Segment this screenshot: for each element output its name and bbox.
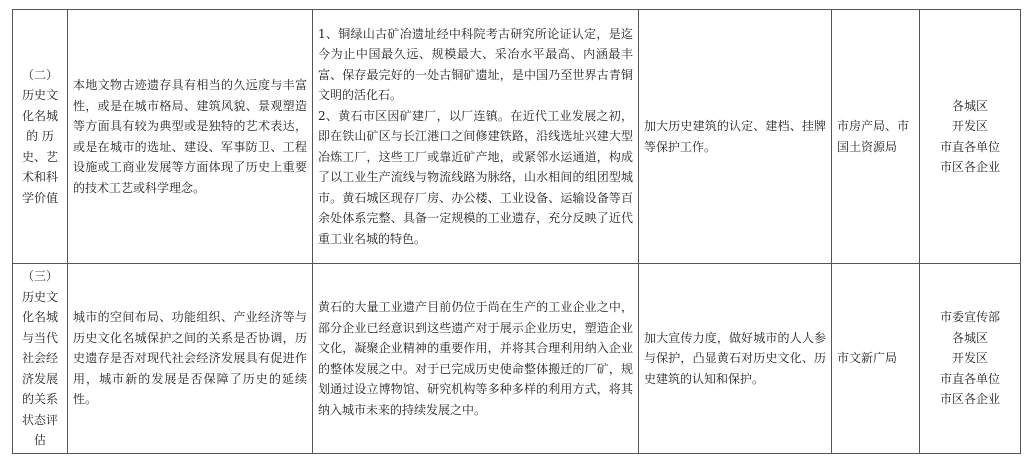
category-cell: （三） 历史文 化名城 与当代 社会经 济发展 的关系 状态评 估 [13, 264, 68, 454]
measure-cell: 加大历史建筑的认定、建档、挂牌等保护工作。 [639, 10, 832, 264]
lead-department-cell: 市房产局、市国土资源局 [832, 10, 920, 264]
criterion-cell: 本地文物古迹遗存具有相当的久远度与丰富性，或是在城市格局、建筑风貌、景观塑造等方面具有较为典型或是独特的艺术表达，或是在城市的选址、建设、军事防卫、工程设施或工商业发展等方面体现了历史上重要的技术工艺或科学理念。 [68, 10, 313, 264]
evidence-paragraph: 黄石的大量工业遗产目前仍位于尚在生产的工业企业之中，部分企业已经意识到这些遗产对于展示企业历史，塑造企业文化，凝聚企业精神的重要作用，并将其合理利用纳入企业的整体发展之中。对于已完成历史使命整体搬迁的厂矿，规划通过设立博物馆、研究机构等多种多样的利用方式，将其纳入城市未来的持续发展之中。 [318, 300, 633, 417]
measure-cell: 加大宣传力度，做好城市的人人参与保护，凸显黄石对历史文化、历史建筑的认知和保护。 [639, 264, 832, 454]
lead-department-cell: 市文新广局 [832, 264, 920, 454]
assessment-table [12, 9, 1021, 454]
evidence-paragraph: 2、黄石市区因矿建厂，以厂连镇。在近代工业发展之初，即在铁山矿区与长江港口之间修建铁路，沿线选址兴建大型冶炼工厂，这些工厂或靠近矿产地，或紧邻水运通道，构成了以工业生产流线与物流线路为脉络，山水相间的组团型城市。黄石城区现存厂房、办公楼、工业设备、运输设备等百余处体系完整、具备一定规模的工业遗存，充分反映了近代重工业名城的特色。 [318, 108, 633, 246]
cooperating-units-cell: 各城区 开发区 市直各单位 市区各企业 [920, 10, 1021, 264]
table-row [13, 264, 1021, 454]
criterion-cell: 城市的空间布局、功能组织、产业经济等与历史文化名城保护之间的关系是否协调，历史遗存是否对现代社会经济发展具有促进作用，城市新的发展是否保障了历史的延续性。 [68, 264, 313, 454]
evidence-cell [313, 10, 639, 264]
evidence-cell [313, 264, 639, 454]
table-row [13, 10, 1021, 264]
category-cell: （二） 历史文 化名城 的 历 史、艺 术和科 学价值 [13, 10, 68, 264]
evidence-paragraph: 1、铜绿山古矿冶遗址经中科院考古研究所论证认定，是迄今为止中国最久远、规模最大、采冶水平最高、内涵最丰富、保存最完好的一处古铜矿遗址，是中国乃至世界古青铜文明的活化石。 [318, 26, 633, 103]
cooperating-units-cell: 市委宣传部 各城区 开发区 市直各单位 市区各企业 [920, 264, 1021, 454]
